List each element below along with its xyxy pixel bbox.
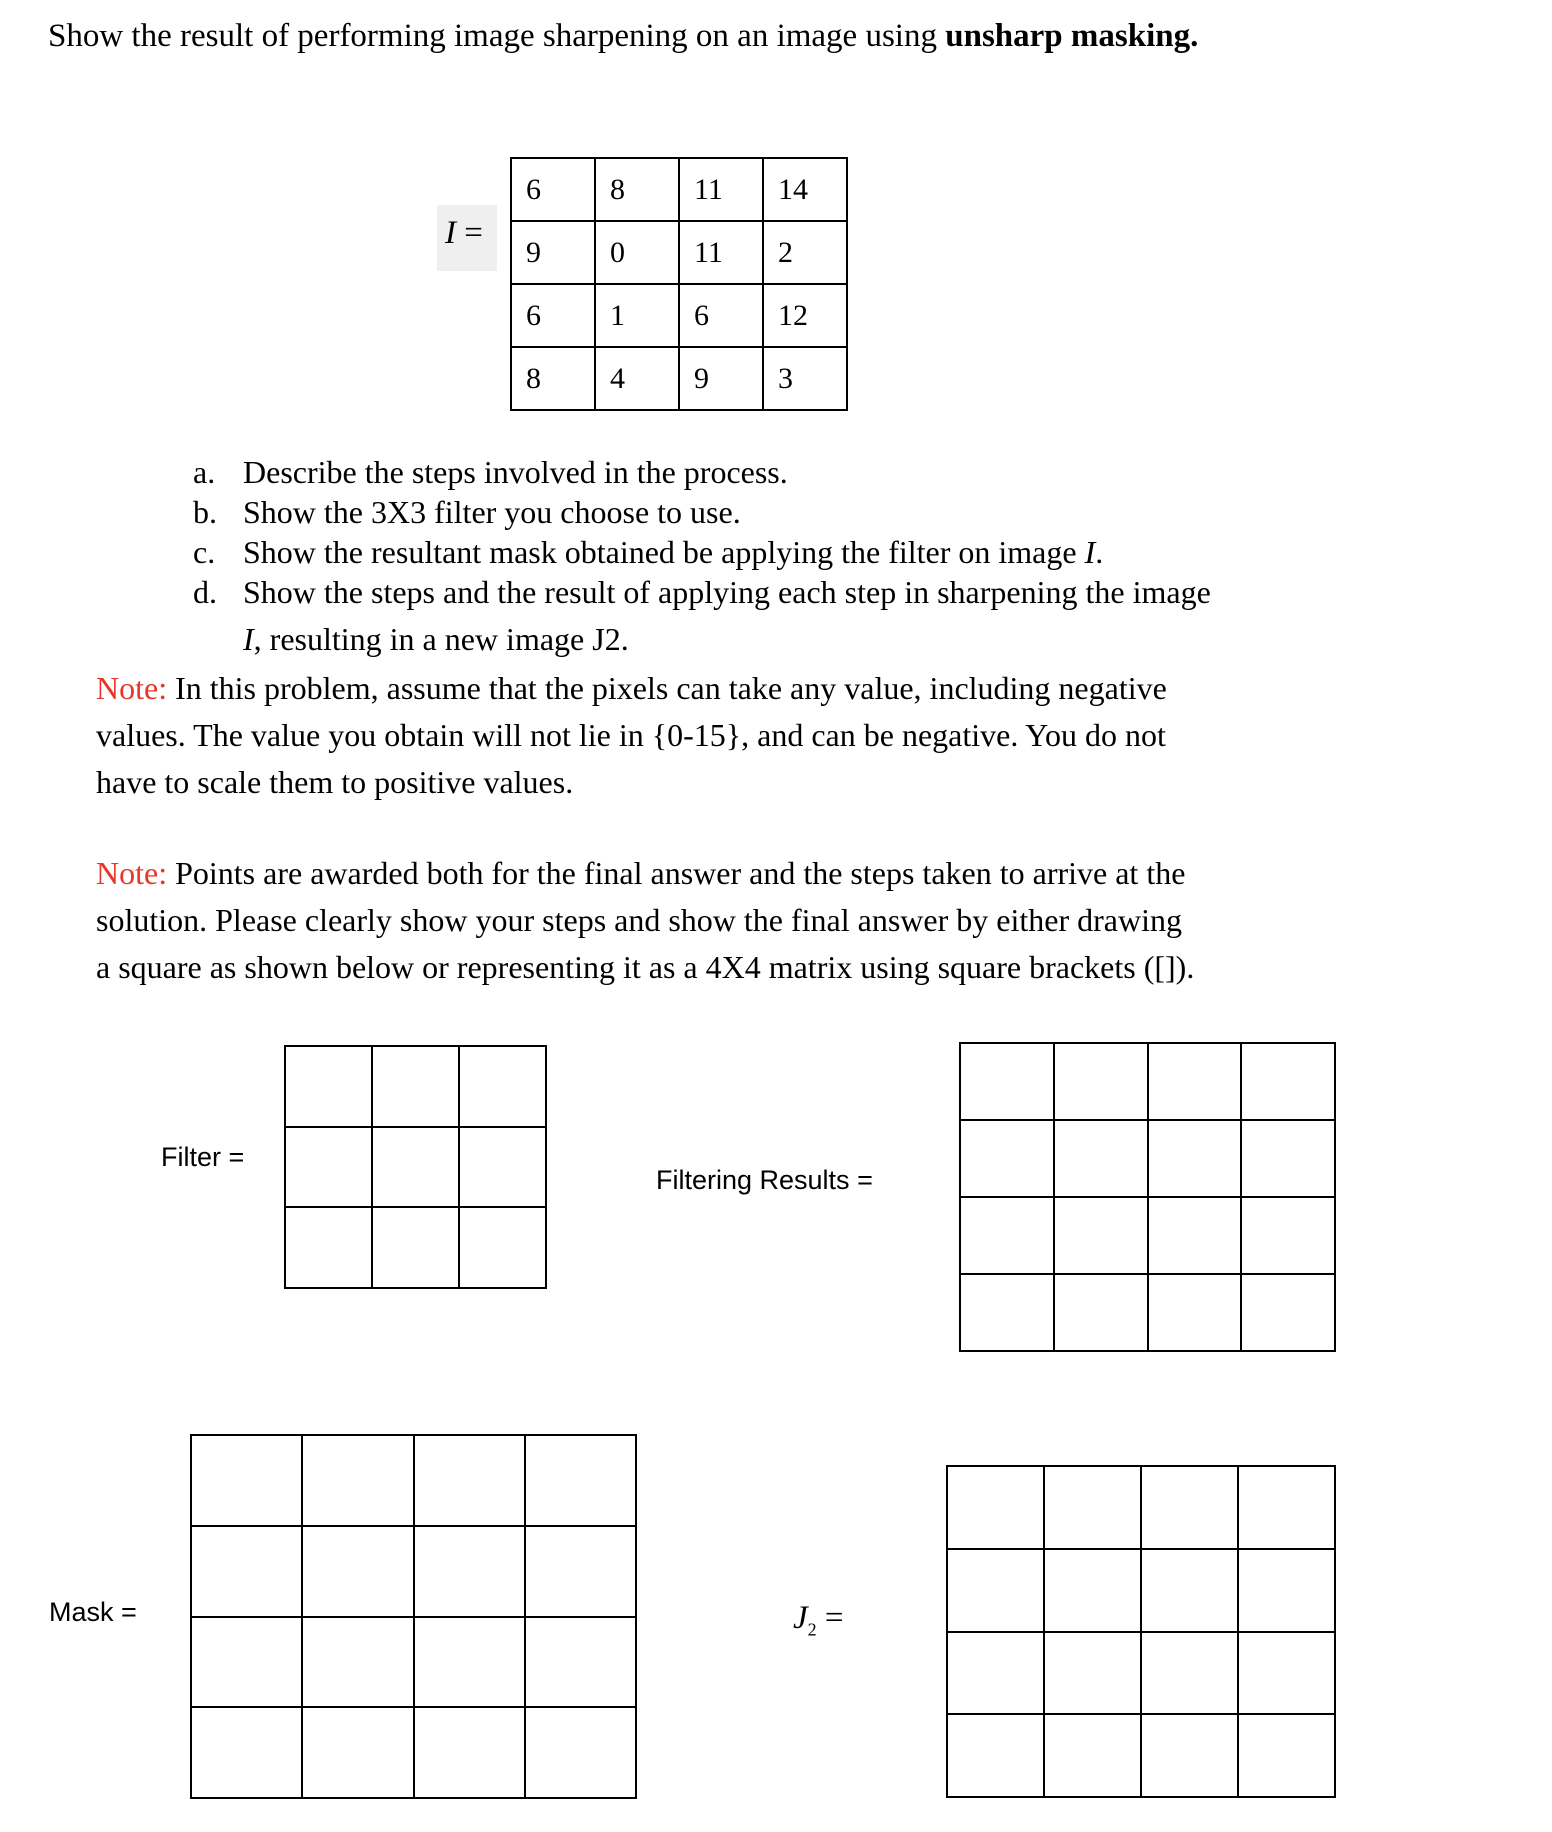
table-row [285,1207,546,1288]
grid-cell [302,1526,413,1617]
grid-cell [459,1207,546,1288]
grid-cell [525,1435,636,1526]
grid-cell [525,1707,636,1798]
grid-cell [414,1707,525,1798]
table-row [191,1617,636,1708]
grid-cell [947,1549,1044,1632]
grid-cell [191,1526,302,1617]
filtering-results-grid [959,1042,1336,1352]
grid-cell [1054,1274,1148,1351]
grid-cell [1054,1120,1148,1197]
grid-cell [372,1127,459,1208]
note-label: Note: [96,670,168,706]
matrix-label: I = [437,205,497,271]
matrix-cell: 6 [511,158,595,221]
grid-cell [414,1617,525,1708]
grid-cell [1241,1197,1335,1274]
j2-answer-grid [946,1465,1336,1798]
grid-cell [459,1127,546,1208]
note-label: Note: [96,855,168,891]
matrix-i [510,157,848,411]
table-row [191,1707,636,1798]
grid-cell [1148,1197,1242,1274]
matrix-cell: 11 [679,158,763,221]
grid-cell [947,1714,1044,1797]
grid-cell [1241,1043,1335,1120]
grid-cell [1148,1274,1242,1351]
table-row [191,1435,636,1526]
matrix-cell: 6 [511,284,595,347]
grid-cell [1148,1043,1242,1120]
grid-cell [372,1046,459,1127]
filtering-results-label: Filtering Results = [656,1165,873,1195]
matrix-cell: 6 [679,284,763,347]
grid-cell [960,1197,1054,1274]
grid-cell [372,1207,459,1288]
grid-cell [1238,1632,1335,1715]
grid-cell [1044,1714,1141,1797]
grid-cell [1238,1466,1335,1549]
grid-cell [414,1435,525,1526]
grid-cell [1141,1549,1238,1632]
grid-cell [1141,1466,1238,1549]
table-row [191,1526,636,1617]
grid-cell [1148,1120,1242,1197]
matrix-cell: 2 [763,221,847,284]
matrix-cell: 12 [763,284,847,347]
matrix-cell: 4 [595,347,679,410]
table-row [511,284,847,347]
table-row [285,1046,546,1127]
grid-cell [960,1274,1054,1351]
grid-cell [285,1207,372,1288]
grid-cell [960,1120,1054,1197]
grid-cell [1054,1043,1148,1120]
grid-cell [1044,1549,1141,1632]
grid-cell [285,1127,372,1208]
table-row [960,1274,1335,1351]
grid-cell [1044,1466,1141,1549]
grid-cell [947,1632,1044,1715]
matrix-cell: 9 [511,221,595,284]
grid-cell [285,1046,372,1127]
grid-cell [1141,1632,1238,1715]
grid-cell [1241,1274,1335,1351]
grid-cell [1141,1714,1238,1797]
matrix-cell: 0 [595,221,679,284]
note-points: Note: Points are awarded both for the final answer and the steps taken to arrive at the solution. Please clearly show your steps and show the final answer by either drawing a square as shown below or representing it as a 4X4 matrix using square brackets ([]). [96,855,1195,985]
grid-cell [947,1466,1044,1549]
grid-cell [960,1043,1054,1120]
grid-cell [1044,1632,1141,1715]
table-row [947,1714,1335,1797]
matrix-cell: 9 [679,347,763,410]
table-row [511,221,847,284]
grid-cell [1238,1549,1335,1632]
grid-cell [414,1526,525,1617]
matrix-cell: 3 [763,347,847,410]
grid-cell [1241,1120,1335,1197]
table-row [947,1632,1335,1715]
grid-cell [302,1435,413,1526]
matrix-cell: 14 [763,158,847,221]
table-row [960,1197,1335,1274]
mask-label: Mask = [49,1597,137,1627]
question-d-continuation: I, resulting in a new image J2. [243,621,629,657]
grid-cell [525,1617,636,1708]
grid-cell [1238,1714,1335,1797]
grid-cell [302,1617,413,1708]
bold-term: unsharp masking. [945,18,1199,54]
filter-answer-grid [284,1045,547,1289]
grid-cell [191,1617,302,1708]
problem-prompt: Show the result of performing image sharpening on an image using unsharp masking. [48,18,1199,54]
grid-cell [191,1707,302,1798]
matrix-cell: 1 [595,284,679,347]
grid-cell [1054,1197,1148,1274]
table-row [960,1120,1335,1197]
table-row [511,158,847,221]
table-row [947,1466,1335,1549]
matrix-cell: 8 [511,347,595,410]
grid-cell [302,1707,413,1798]
j2-label: $J_2$ = [793,1600,844,1640]
table-row [285,1127,546,1208]
note-assumption: Note: In this problem, assume that the pixels can take any value, including negative values. The value you obtain will not lie in {0-15}, and can be negative. You do not have to scale them to positive values. [96,670,1167,800]
grid-cell [525,1526,636,1617]
matrix-cell: 8 [595,158,679,221]
mask-answer-grid [190,1434,637,1799]
table-row [960,1043,1335,1120]
table-row [511,347,847,410]
matrix-cell: 11 [679,221,763,284]
grid-cell [459,1046,546,1127]
grid-cell [191,1435,302,1526]
table-row [947,1549,1335,1632]
filter-label: Filter = [161,1142,245,1172]
